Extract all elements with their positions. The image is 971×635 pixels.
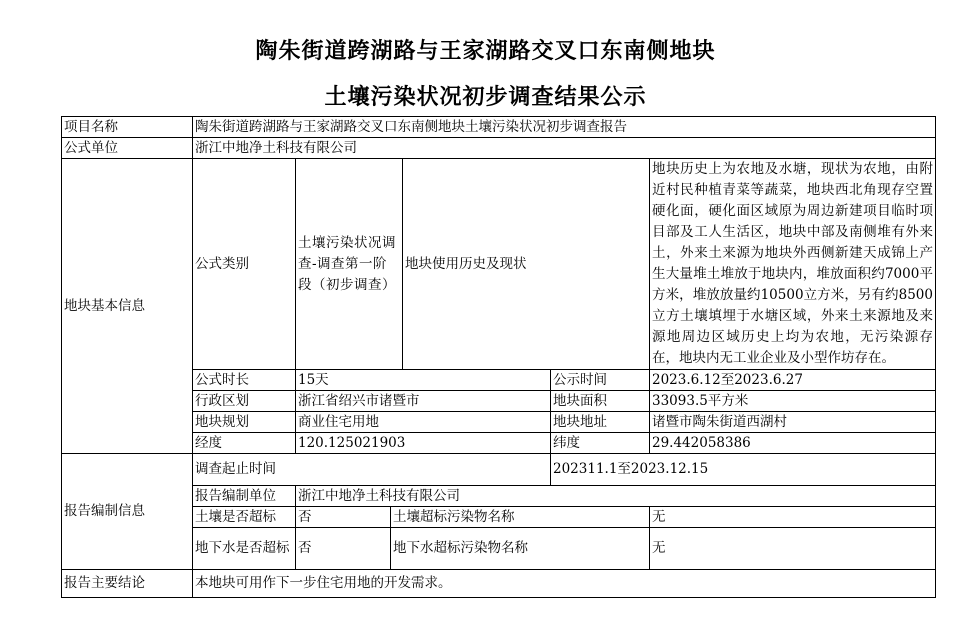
soil-pollutant-label: 土壤超标污染物名称: [391, 507, 650, 528]
planning-value: 商业住宅用地: [296, 412, 551, 433]
publisher-label: 公式单位: [62, 138, 193, 159]
page-title-line1: 陶朱街道跨湖路与王家湖路交叉口东南侧地块: [255, 39, 716, 64]
district-value: 浙江省绍兴市诸暨市: [296, 391, 551, 412]
page-title-line2: 土壤污染状况初步调查结果公示: [324, 85, 647, 110]
conclusion-value: 本地块可用作下一步住宅用地的开发需求。: [193, 570, 936, 598]
history-value: 地块历史上为农地及水塘，现状为农地，由附近村民种植青菜等蔬菜，地块西北角现存空置硬化面，硬化面区域原为周边新建项目临时项目部及工人生活区，地块中部及南侧堆有外来土，外来土来源为地块外西侧新建天成锦上产生大量堆土堆放于地块内，堆放面积约7000平方米，堆放放量约10500立方米，另有约8500立方土壤填埋于水塘区域，外来土来源地及来源地周边区域历史上均为农地，无污染源存在，地块内无工业企业及小型作坊存在。: [650, 159, 936, 370]
survey-period-label: 调查起止时间: [193, 454, 551, 486]
soil-exceed-value: 否: [296, 507, 391, 528]
address-label: 地块地址: [551, 412, 650, 433]
org-label: 报告编制单位: [193, 486, 296, 507]
report-section-label: 报告编制信息: [62, 454, 193, 570]
groundwater-exceed-value: 否: [296, 528, 391, 570]
groundwater-pollutant-label: 地下水超标污染物名称: [391, 528, 650, 570]
latitude-label: 纬度: [551, 433, 650, 454]
basic-info-section-label: 地块基本信息: [62, 159, 193, 454]
duration-value: 15天: [296, 370, 551, 391]
period-value: 2023.6.12至2023.6.27: [650, 370, 936, 391]
latitude-value: 29.442058386: [650, 433, 936, 454]
soil-pollutant-value: 无: [650, 507, 936, 528]
type-label: 公式类别: [193, 159, 296, 370]
project-name-value: 陶朱街道跨湖路与王家湖路交叉口东南侧地块土壤污染状况初步调查报告: [193, 117, 936, 138]
soil-exceed-label: 土壤是否超标: [193, 507, 296, 528]
longitude-label: 经度: [193, 433, 296, 454]
disclosure-table: [61, 116, 936, 598]
conclusion-label: 报告主要结论: [62, 570, 193, 598]
groundwater-exceed-label: 地下水是否超标: [193, 528, 296, 570]
address-value: 诸暨市陶朱街道西湖村: [650, 412, 936, 433]
history-label: 地块使用历史及现状: [403, 159, 650, 370]
area-value: 33093.5平方米: [650, 391, 936, 412]
period-label: 公示时间: [551, 370, 650, 391]
longitude-value: 120.125021903: [296, 433, 551, 454]
type-value: 土壤污染状况调查-调查第一阶段（初步调查）: [296, 159, 403, 370]
district-label: 行政区划: [193, 391, 296, 412]
publisher-value: 浙江中地净土科技有限公司: [193, 138, 936, 159]
survey-period-value: 202311.1至2023.12.15: [551, 454, 936, 486]
groundwater-pollutant-value: 无: [650, 528, 936, 570]
project-name-label: 项目名称: [62, 117, 193, 138]
duration-label: 公式时长: [193, 370, 296, 391]
planning-label: 地块规划: [193, 412, 296, 433]
area-label: 地块面积: [551, 391, 650, 412]
org-value: 浙江中地净土科技有限公司: [296, 486, 936, 507]
